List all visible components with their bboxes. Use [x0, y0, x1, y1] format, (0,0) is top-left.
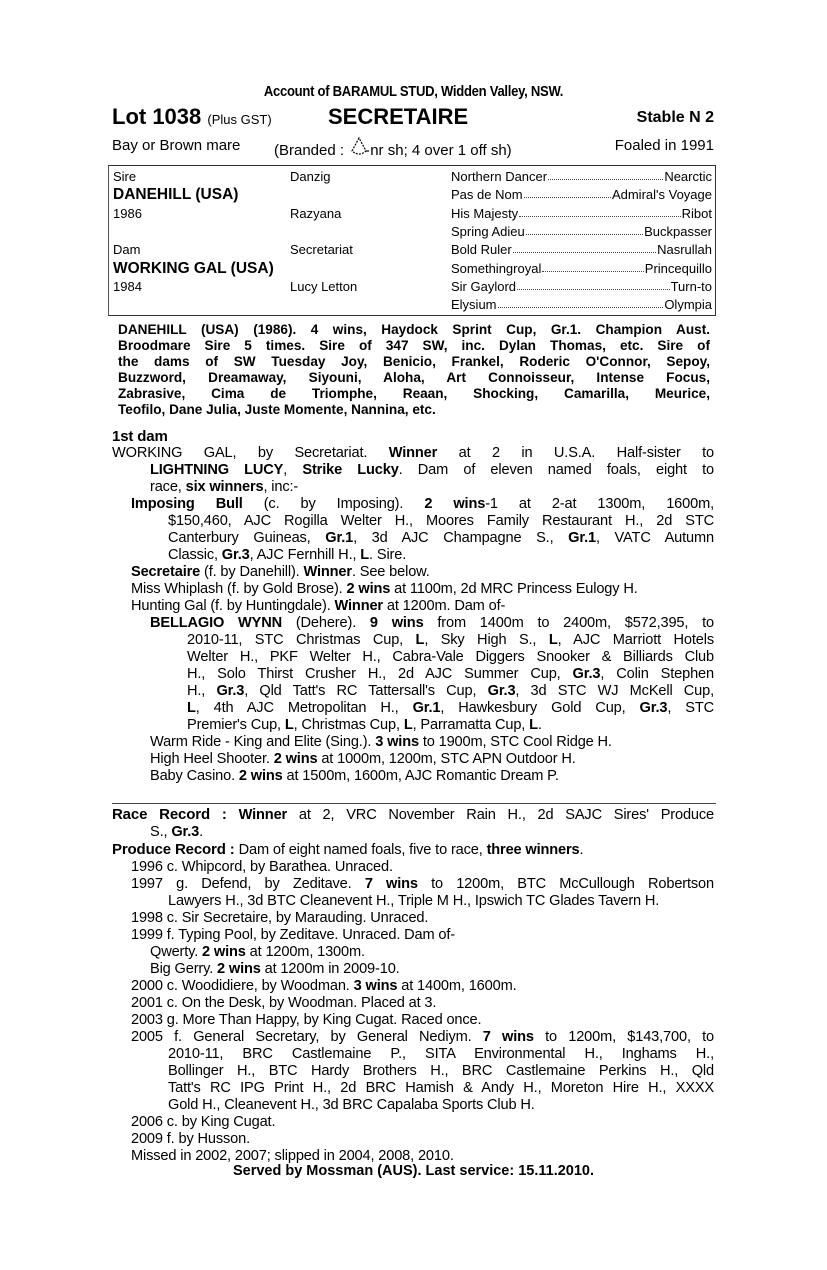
dotted-leader: [513, 242, 656, 253]
plain-text: , inc:-: [263, 479, 299, 495]
bold-text: Winner: [388, 445, 438, 461]
plain-text: Premier's Cup,: [187, 717, 285, 733]
bold-text: Gr.3: [216, 683, 245, 699]
plain-text: Dam of eight named foals, five to race,: [238, 842, 487, 858]
text-paragraph: [112, 445, 714, 496]
vendor-account: Account of BARAMUL STUD, Widden Valley, NSW.: [263, 84, 564, 100]
teardrop-brand-icon: [349, 137, 369, 161]
text-line: [112, 513, 714, 530]
plain-text: , Sky High S.,: [424, 632, 549, 648]
plain-text: Big Gerry.: [150, 961, 218, 977]
plain-text: Miss Whiplash (f. by Gold Brose).: [131, 581, 347, 597]
pedigree-gen1: Dam: [113, 242, 141, 258]
text-paragraph: [112, 564, 714, 581]
plain-text: at 1100m, 2d MRC Princess Eulogy H.: [390, 581, 638, 597]
plain-text: . Dam of eleven named foals, eight to: [398, 462, 714, 478]
pedigree-gen2: Danzig: [290, 169, 331, 184]
text-line: [112, 717, 714, 734]
plain-text: Gold H., Cleanevent H., 3d BRC Capalaba Sports Club H.: [168, 1097, 535, 1113]
plain-text: to 1200m, BTC McCullough Robertson: [417, 876, 714, 892]
bold-text: 2 wins: [202, 944, 246, 960]
bold-text: Gr.3: [572, 666, 601, 682]
pedigree-grandsire-name: Buckpasser: [644, 223, 712, 239]
pedigree-grandsire-name: Turn-to: [670, 278, 712, 294]
text-paragraph: [112, 615, 714, 734]
text-paragraph: [112, 734, 714, 751]
plain-text: , Hawkesbury Gold Cup,: [440, 700, 640, 716]
bold-text: 2 wins: [424, 496, 486, 512]
stable-number: Stable N 2: [636, 109, 714, 126]
plain-text: Bollinger H., BTC Hardy Brothers H., BRC Castlemaine Perkins H., Qld: [168, 1063, 714, 1079]
text-line: [112, 1063, 714, 1080]
pedigree-gen2: Razyana: [290, 205, 342, 221]
pedigree-row: [109, 261, 715, 279]
lot-header: [112, 104, 714, 132]
plain-text: ,: [283, 462, 303, 478]
text-line: [112, 564, 714, 581]
bold-text: L: [548, 632, 558, 648]
first-dam-paragraphs: [112, 445, 714, 785]
pedigree-sire-name: Spring Adieu: [451, 223, 525, 239]
plain-text: H., Solo Thirst Crusher H., 2d AJC Summer Cup,: [187, 666, 573, 682]
pedigree-gen3: [451, 169, 712, 184]
sire-summary: [118, 322, 710, 418]
bold-text: L: [360, 547, 370, 563]
text-line: [112, 859, 714, 876]
horse-name: SECRETAIRE: [328, 104, 469, 129]
text-line: [112, 445, 714, 462]
summary-line: Zabrasive, Cima de Triomphe, Reaan, Shocking, Camarilla, Meurice,: [118, 386, 710, 401]
bold-text: Race Record :: [112, 806, 239, 823]
plain-text: $150,460, AJC Rogilla Welter H., Moores Family Restaurant H., 2d STC: [168, 513, 714, 529]
plain-text: Hunting Gal (f. by Huntingdale).: [131, 598, 335, 614]
text-line: [112, 751, 714, 768]
bold-text: Secretaire: [131, 564, 201, 580]
plain-text: -1 at 2-at 1300m, 1600m,: [485, 496, 714, 512]
plain-text: to 1900m, STC Cool Ridge H.: [418, 734, 612, 750]
pedigree-gen3: [451, 279, 712, 294]
pedigree-gen3: [451, 261, 712, 276]
text-line: [112, 806, 714, 824]
text-line: [112, 841, 714, 859]
plain-text: 1998 c. Sir Secretaire, by Marauding. Unraced.: [131, 910, 429, 926]
pedigree-row: [109, 297, 715, 315]
bold-text: L: [415, 632, 425, 648]
bold-text: Winner: [334, 598, 383, 614]
pedigree-gen3: [451, 187, 712, 202]
plain-text: 2001 c. On the Desk, by Woodman. Placed at 3.: [131, 995, 437, 1011]
bold-text: 9 wins: [369, 615, 424, 631]
plain-text: , 4th AJC Metropolitan H.,: [195, 700, 413, 716]
text-line: [112, 995, 714, 1012]
plain-text: . Sire.: [369, 547, 407, 563]
plain-text: at 1500m, 1600m, AJC Romantic Dream P.: [282, 768, 559, 784]
pedigree-row: [109, 206, 715, 224]
bold-text: LIGHTNING LUCY: [150, 462, 284, 478]
pedigree-gen1: Sire: [113, 169, 137, 184]
race-produce-records: [112, 806, 714, 1165]
pedigree-row: [109, 169, 715, 187]
plain-text: WORKING GAL, by Secretariat.: [112, 445, 389, 461]
branded-prefix: (Branded :: [274, 142, 345, 159]
bold-text: 3 wins: [375, 734, 419, 750]
text-line: [112, 961, 714, 978]
text-line: [112, 1012, 714, 1029]
text-paragraph: [112, 910, 714, 927]
pedigree-grandsire-name: Admiral's Voyage: [611, 187, 712, 203]
bold-text: 2 wins: [217, 961, 261, 977]
text-line: [112, 683, 714, 700]
plain-text: at 1400m, 1600m.: [397, 978, 517, 994]
plain-text: Welter H., PKF Welter H., Cabra-Vale Diggers Snooker & Billiards Club: [187, 649, 714, 665]
bold-text: six winners: [185, 479, 264, 495]
pedigree-sire-name: Somethingroyal: [451, 260, 542, 276]
text-paragraph: [112, 768, 714, 785]
bold-text: L: [403, 717, 413, 733]
text-paragraph: [112, 1029, 714, 1114]
text-line: [112, 530, 714, 547]
plain-text: 2010-11, BRC Castlemaine P., SITA Environmental H., Inghams H.,: [168, 1046, 714, 1062]
plain-text: Tatt's RC IPG Print H., 2d BRC Hamish & Andy H., Moreton Hire H., XXXX: [168, 1080, 714, 1096]
pedigree-gen1: 1986: [113, 205, 142, 221]
pedigree-grandsire-name: Ribot: [681, 205, 712, 221]
plain-text: Warm Ride - King and Elite (Sing.).: [150, 734, 376, 750]
summary-line: Broodmare Sire 5 times. Sire of 347 SW, inc. Dylan Thomas, etc. Sire of: [118, 338, 710, 353]
pedigree-gen1: 1984: [113, 278, 142, 294]
plain-text: 2006 c. by King Cugat.: [131, 1114, 276, 1130]
bold-text: L: [187, 700, 196, 716]
plain-text: 1997 g. Defend, by Zeditave.: [131, 876, 365, 892]
pedigree-gen1: WORKING GAL (USA): [113, 259, 274, 277]
pedigree-grandsire-name: Olympia: [664, 297, 712, 313]
pedigree-row: [109, 187, 715, 205]
text-paragraph: [112, 927, 714, 944]
plain-text: , Colin Stephen: [600, 666, 714, 682]
plain-text: , AJC Fernhill H.,: [249, 547, 361, 563]
bold-text: Gr.1: [325, 530, 354, 546]
text-paragraph: [112, 978, 714, 995]
section-divider: [112, 803, 716, 804]
pedigree-gen3: [451, 297, 712, 312]
text-paragraph: [112, 496, 714, 564]
text-line: [112, 734, 714, 751]
bold-text: Gr.1: [568, 530, 596, 546]
bold-text: Gr.3: [639, 700, 668, 716]
text-paragraph: [112, 859, 714, 876]
text-line: [112, 700, 714, 717]
plain-text: 2010-11, STC Christmas Cup,: [187, 632, 416, 648]
plain-text: High Heel Shooter.: [150, 751, 274, 767]
plain-text: (f. by Danehill).: [200, 564, 304, 580]
plain-text: , Parramatta Cup,: [412, 717, 530, 733]
bold-text: Gr.3: [171, 824, 200, 840]
text-line: [112, 910, 714, 927]
text-paragraph: [112, 751, 714, 768]
text-paragraph: [112, 806, 714, 841]
plain-text: 2000 c. Woodidiere, by Woodman.: [131, 978, 354, 994]
text-paragraph: [112, 944, 714, 961]
summary-line: DANEHILL (USA) (1986). 4 wins, Haydock Sprint Cup, Gr.1. Champion Aust.: [118, 322, 710, 337]
text-line: [112, 978, 714, 995]
text-paragraph: [112, 1114, 714, 1131]
summary-line: the dams of SW Tuesday Joy, Benicio, Frankel, Roderic O'Connor, Sepoy,: [118, 354, 710, 369]
pedigree-sire-name: Elysium: [451, 297, 497, 313]
plain-text: S.,: [150, 824, 172, 840]
plain-text: , 3d AJC Champagne S.,: [353, 530, 569, 546]
plain-text: at 1000m, 1200m, STC APN Outdoor H.: [317, 751, 576, 767]
text-paragraph: [112, 1131, 714, 1148]
text-line: [112, 1029, 714, 1046]
plain-text: H.,: [187, 683, 217, 699]
bold-text: L: [529, 717, 538, 733]
bold-text: Winner: [303, 564, 352, 580]
bold-text: Produce Record :: [112, 841, 239, 858]
plain-text: 1999 f. Typing Pool, by Zeditave. Unraced. Dam of-: [131, 927, 456, 943]
dotted-leader: [498, 297, 664, 308]
text-paragraph: [112, 598, 714, 615]
text-line: [112, 462, 714, 479]
text-line: [112, 927, 714, 944]
plain-text: , Qld Tatt's RC Tattersall's Cup,: [244, 683, 488, 699]
pedigree-grandsire-name: Princequillo: [644, 260, 712, 276]
summary-line: Buzzword, Dreamaway, Siyouni, Aloha, Art Connoisseur, Intense Focus,: [118, 370, 710, 385]
plain-text: (c. by Imposing).: [242, 496, 425, 512]
horse-description: [112, 137, 714, 157]
plain-text: , 3d STC WJ McKell Cup,: [515, 683, 715, 699]
text-line: [112, 632, 714, 649]
pedigree-grandsire-name: Nasrullah: [657, 242, 712, 258]
plain-text: .: [199, 824, 204, 840]
pedigree-gen3: [451, 206, 712, 221]
bold-text: Gr.3: [221, 547, 250, 563]
plain-text: 2009 f. by Husson.: [131, 1131, 250, 1147]
bold-text: 2 wins: [346, 581, 391, 597]
text-line: [112, 1131, 714, 1148]
text-paragraph: [112, 876, 714, 910]
pedigree-table: [108, 165, 716, 316]
bold-text: Winner: [238, 807, 288, 823]
dotted-leader: [542, 261, 643, 272]
text-line: [112, 893, 714, 910]
bold-text: Strike Lucky: [302, 462, 399, 478]
text-line: [112, 1080, 714, 1097]
plain-text: at 1200m in 2009-10.: [260, 961, 400, 977]
served-by-note: Served by Mossman (AUS). Last service: 15.11.2010.: [232, 1163, 595, 1179]
pedigree-gen2: Lucy Letton: [290, 278, 358, 294]
pedigree-sire-name: Sir Gaylord: [451, 278, 517, 294]
pedigree-sire-name: Pas de Nom: [451, 187, 523, 203]
plain-text: to 1200m, $143,700, to: [533, 1029, 714, 1045]
plain-text: 2003 g. More Than Happy, by King Cugat. Raced once.: [131, 1012, 482, 1028]
text-paragraph: [112, 995, 714, 1012]
plain-text: , AJC Marriott Hotels: [557, 632, 714, 648]
plain-text: Classic,: [168, 547, 222, 563]
brand-info: [274, 137, 512, 161]
plain-text: (Dehere).: [282, 615, 370, 631]
lot-number: Lot 1038: [112, 104, 202, 129]
plain-text: Missed in 2002, 2007; slipped in 2004, 2008, 2010.: [131, 1148, 454, 1164]
pedigree-row: [109, 279, 715, 297]
text-line: [112, 824, 714, 841]
text-line: [112, 547, 714, 564]
text-line: [112, 1097, 714, 1114]
pedigree-row: [109, 224, 715, 242]
text-paragraph: [112, 581, 714, 598]
bold-text: 2 wins: [273, 751, 318, 767]
text-paragraph: [112, 961, 714, 978]
pedigree-grandsire-name: Nearctic: [664, 169, 712, 184]
bold-text: Imposing Bull: [131, 496, 243, 512]
plain-text: Qwerty.: [150, 944, 203, 960]
bold-text: Gr.3: [487, 683, 516, 699]
plain-text: .: [579, 842, 584, 858]
plain-text: 2005 f. General Secretary, by General Nediym.: [131, 1029, 483, 1045]
plain-text: race,: [150, 479, 186, 495]
lot-number-group: [112, 104, 272, 130]
text-line: [112, 581, 714, 598]
text-line: [112, 944, 714, 961]
text-line: [112, 1114, 714, 1131]
bold-text: 7 wins: [482, 1029, 534, 1045]
foaled-year: Foaled in 1991: [614, 137, 714, 154]
pedigree-gen1: DANEHILL (USA): [113, 186, 239, 204]
dotted-leader: [524, 187, 611, 198]
text-paragraph: [112, 841, 714, 859]
pedigree-sire-name: Northern Dancer: [451, 169, 548, 184]
dotted-leader: [519, 206, 680, 217]
text-line: [112, 768, 714, 785]
branded-suffix: nr sh; 4 over 1 off sh): [370, 142, 512, 159]
plain-text: from 1400m to 2400m, $572,395, to: [423, 615, 714, 631]
bold-text: three winners: [486, 842, 580, 858]
bold-text: 7 wins: [364, 876, 418, 892]
dotted-leader: [548, 169, 663, 180]
plain-text: Canterbury Guineas,: [168, 530, 326, 546]
plain-text: , Christmas Cup,: [293, 717, 404, 733]
text-line: [112, 479, 714, 496]
plain-text: Baby Casino.: [150, 768, 239, 784]
pedigree-sire-name: His Majesty: [451, 205, 519, 221]
plain-text: at 2 in U.S.A. Half-sister to: [437, 445, 714, 461]
pedigree-row: [109, 242, 715, 260]
plain-text: at 2, VRC November Rain H., 2d SAJC Sires' Produce: [287, 807, 715, 823]
plain-text: Lawyers H., 3d BTC Cleanevent H., Triple M H., Ipswich TC Glades Tavern H.: [168, 893, 660, 909]
bold-text: L: [284, 717, 294, 733]
text-line: [112, 598, 714, 615]
plain-text: , VATC Autumn: [595, 530, 714, 546]
dotted-leader: [517, 279, 670, 290]
bold-text: 3 wins: [353, 978, 398, 994]
plain-text: at 1200m. Dam of-: [382, 598, 506, 614]
pedigree-gen2: Secretariat: [290, 242, 353, 258]
text-line: [112, 666, 714, 683]
bold-text: BELLAGIO WYNN: [150, 615, 282, 631]
bold-text: 2 wins: [238, 768, 283, 784]
pedigree-sire-name: Bold Ruler: [451, 242, 512, 258]
pedigree-gen3: [451, 224, 712, 239]
text-paragraph: [112, 1012, 714, 1029]
first-dam-section: [112, 428, 714, 785]
summary-line: Teofilo, Dane Julia, Juste Momente, Nannina, etc.: [118, 402, 436, 417]
plain-text: . See below.: [351, 564, 430, 580]
plain-text: .: [537, 717, 542, 733]
pedigree-gen3: [451, 242, 712, 257]
colour-sex: Bay or Brown mare: [112, 137, 241, 154]
dotted-leader: [526, 224, 643, 235]
plain-text: 1996 c. Whipcord, by Barathea. Unraced.: [131, 859, 393, 875]
text-line: [112, 615, 714, 632]
plain-text: at 1200m, 1300m.: [245, 944, 365, 960]
text-line: [112, 876, 714, 893]
bold-text: Gr.1: [412, 700, 441, 716]
text-line: [112, 496, 714, 513]
first-dam-heading: 1st dam: [112, 428, 168, 445]
plus-gst-note: (Plus GST): [207, 112, 272, 127]
text-line: [112, 649, 714, 666]
text-line: [112, 1046, 714, 1063]
plain-text: , STC: [667, 700, 714, 716]
